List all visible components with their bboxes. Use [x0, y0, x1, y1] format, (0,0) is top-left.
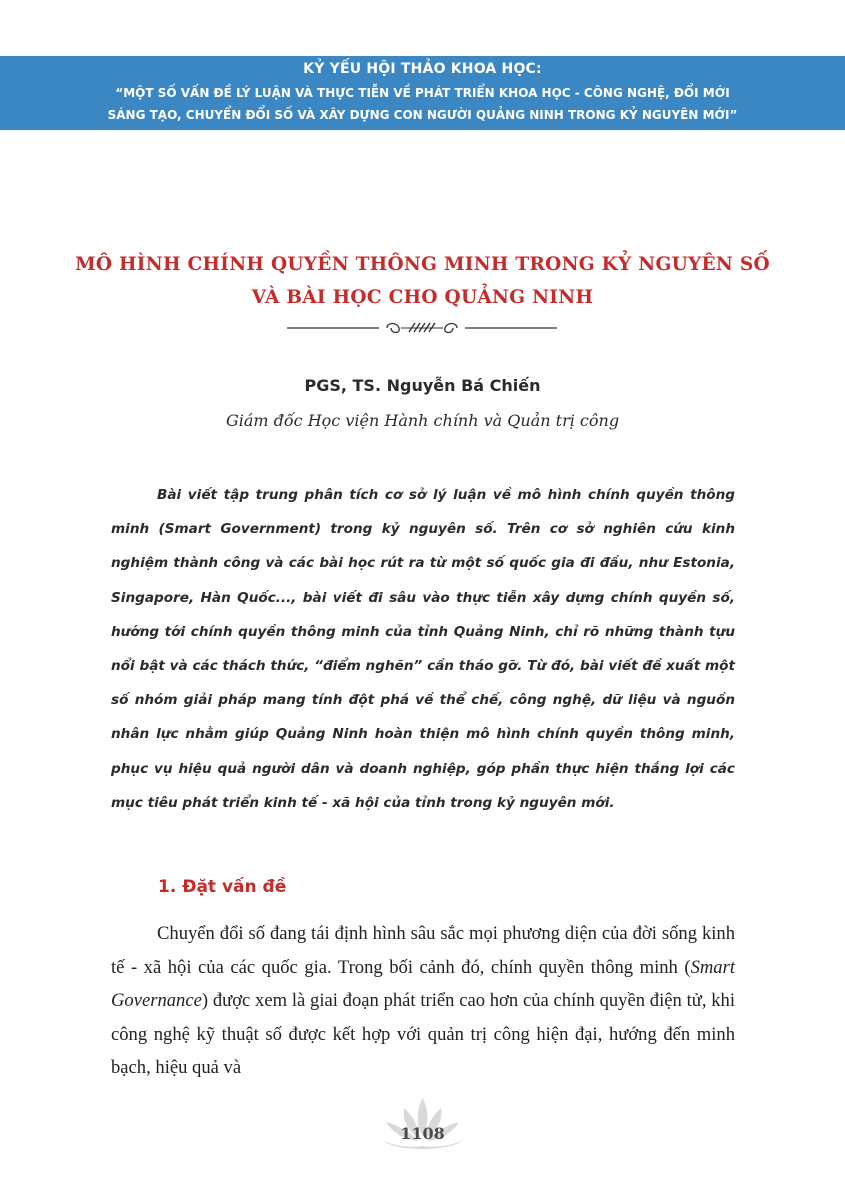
article-title-line-1: MÔ HÌNH CHÍNH QUYỀN THÔNG MINH TRONG KỶ NGUYÊN SỐ	[75, 254, 770, 275]
section-heading: 1. Đặt vấn đề	[158, 877, 287, 897]
author-affiliation: Giám đốc Học viện Hành chính và Quản trị công	[225, 411, 620, 430]
author-name: PGS, TS. Nguyễn Bá Chiến	[304, 376, 541, 395]
body-text-part-2: ) được xem là giai đoạn phát triển cao hơn của chính quyền điện tử, khi công nghệ kỹ thuật số được kết hợp với quản trị công hiện đại, hướng đến minh bạch, hiệu quả và	[111, 990, 735, 1078]
header-line-2: “MỘT SỐ VẤN ĐỀ LÝ LUẬN VÀ THỰC TIỄN VỀ PHÁT TRIỂN KHOA HỌC - CÔNG NGHỆ, ĐỔI MỚI	[115, 86, 730, 100]
header-line-1: KỶ YẾU HỘI THẢO KHOA HỌC:	[303, 61, 542, 77]
title-divider-ornament-icon	[287, 318, 557, 338]
body-text-part-1: Chuyển đổi số đang tái định hình sâu sắc mọi phương diện của đời sống kinh tế - xã hội của các quốc gia. Trong bối cảnh đó, chính quyền thông minh (	[111, 923, 735, 978]
proceedings-header-band	[0, 56, 845, 130]
page-number: 1108	[400, 1124, 445, 1143]
body-text-italic-term: Smart Governance	[111, 956, 735, 1011]
header-line-3: SÁNG TẠO, CHUYỂN ĐỔI SỐ VÀ XÂY DỰNG CON NGƯỜI QUẢNG NINH TRONG KỶ NGUYÊN MỚI”	[107, 108, 738, 122]
body-paragraph	[111, 917, 735, 1085]
abstract-paragraph: Bài viết tập trung phân tích cơ sở lý luận về mô hình chính quyền thông minh (Smart Government) trong kỷ nguyên số. Trên cơ sở nghiên cứu kinh nghiệm thành công và các bài học rút ra từ một số quốc gia đi đầu, như Estonia, Singapore, Hàn Quốc..., bài viết đi sâu vào thực tiễn xây dựng chính quyền số, hướng tới chính quyền thông minh của tỉnh Quảng Ninh, chỉ rõ những thành tựu nổi bật và các thách thức, “điểm nghẽn” cần tháo gỡ. Từ đó, bài viết đề xuất một số nhóm giải pháp mang tính đột phá về thể chế, công nghệ, dữ liệu và nguồn nhân lực nhằm giúp Quảng Ninh hoàn thiện mô hình chính quyền thông minh, phục vụ hiệu quả người dân và doanh nghiệp, góp phần thực hiện thắng lợi các mục tiêu phát triển kinh tế - xã hội của tỉnh trong kỷ nguyên mới.	[111, 487, 735, 811]
article-title-line-2: VÀ BÀI HỌC CHO QUẢNG NINH	[251, 287, 594, 308]
